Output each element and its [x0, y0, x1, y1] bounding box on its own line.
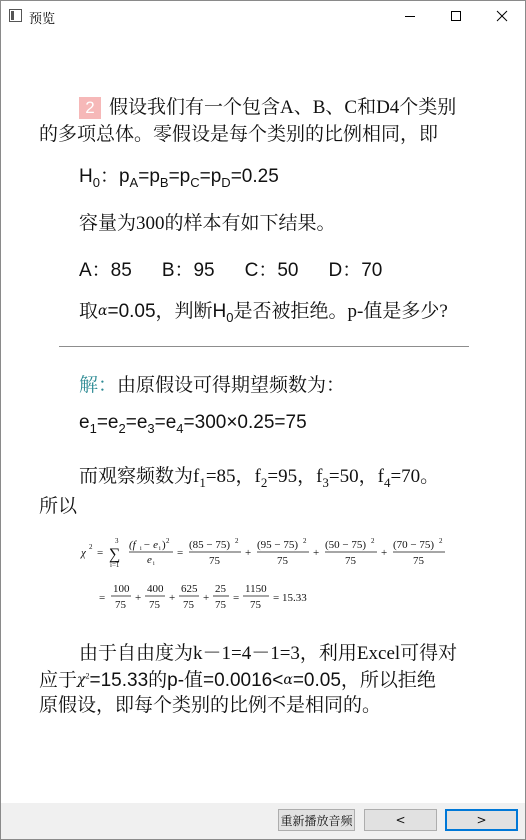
- section-divider: [59, 346, 469, 347]
- svg-text:2: 2: [439, 537, 443, 545]
- svg-text:75: 75: [115, 599, 126, 611]
- svg-text:(50 − 75): (50 − 75): [325, 539, 367, 551]
- svg-text:=: =: [233, 592, 240, 604]
- svg-text:1150: 1150: [245, 583, 267, 595]
- svg-text:i=1: i=1: [110, 561, 120, 569]
- svg-text:∑: ∑: [109, 546, 121, 563]
- svg-text:=: =: [99, 592, 106, 604]
- next-button[interactable]: >: [445, 809, 518, 831]
- window-title: 预览: [29, 12, 56, 27]
- svg-text:(85 − 75): (85 − 75): [189, 539, 231, 551]
- conclusion-line-1: 由于自由度为k－1=4－1=3，利用Excel可得对: [79, 643, 458, 664]
- svg-text:2: 2: [235, 537, 239, 545]
- svg-text:2: 2: [89, 543, 93, 551]
- question-line-2: 的多项总体。零假设是每个类别的比例相同，即: [39, 124, 439, 145]
- svg-text:+: +: [381, 547, 388, 559]
- svg-text:3: 3: [115, 537, 119, 545]
- close-button[interactable]: [479, 1, 525, 31]
- svg-text:(70 − 75): (70 − 75): [393, 539, 435, 551]
- question-ask: 取α=0.05，判断$H_0$是否被拒绝。p-值是多少?: [79, 301, 448, 325]
- maximize-icon: [450, 10, 462, 22]
- bottom-toolbar: [1, 803, 525, 839]
- expected-frequencies: $e_1=e_2=e_3=e_4=300\times 0.25=75$: [79, 412, 307, 436]
- prev-button[interactable]: <: [364, 809, 437, 831]
- svg-text:25: 25: [215, 583, 226, 595]
- svg-text:− e: − e: [143, 539, 159, 551]
- svg-text:625: 625: [181, 583, 198, 595]
- svg-text:i: i: [140, 546, 142, 552]
- svg-text:+: +: [245, 547, 252, 559]
- observed-frequencies: 而观察频数为$f_1=85$，$f_2=95$，$f_3=50$，$f_4=70$。: [79, 466, 440, 490]
- solution-intro: 解：由原假设可得期望频数为：: [79, 375, 346, 396]
- svg-text:2: 2: [303, 537, 307, 545]
- chi-square-formula: [73, 536, 463, 616]
- svg-text:(95 − 75): (95 − 75): [257, 539, 299, 551]
- svg-text:75: 75: [215, 599, 226, 611]
- svg-text:75: 75: [413, 555, 424, 567]
- svg-text:75: 75: [250, 599, 261, 611]
- svg-text:): ): [162, 539, 166, 551]
- replay-audio-button[interactable]: 重新播放音频: [278, 809, 355, 831]
- title-bar: [1, 1, 525, 31]
- minimize-icon: [404, 10, 416, 22]
- maximize-button[interactable]: [433, 1, 479, 31]
- svg-text:75: 75: [277, 555, 288, 567]
- svg-text:400: 400: [147, 583, 164, 595]
- sample-size-line: 容量为300的样本有如下结果。: [79, 213, 336, 234]
- close-icon: [496, 10, 508, 22]
- sample-results: A：85 B：95 C：50 D：70: [79, 260, 383, 281]
- svg-text:2: 2: [371, 537, 375, 545]
- svg-text:e: e: [147, 554, 152, 566]
- question-number-badge: 2: [79, 97, 101, 119]
- so-line: 所以: [39, 496, 78, 517]
- svg-text:χ: χ: [81, 547, 86, 559]
- content-area: [1, 31, 525, 801]
- svg-text:+: +: [169, 592, 176, 604]
- svg-text:2: 2: [166, 537, 170, 545]
- svg-text:=: =: [177, 547, 184, 559]
- conclusion-line-3: 原假设，即每个类别的比例不是相同的。: [39, 695, 382, 716]
- svg-text:= 15.33: = 15.33: [273, 592, 307, 604]
- svg-text:i: i: [153, 561, 155, 567]
- minimize-button[interactable]: [387, 1, 433, 31]
- svg-text:75: 75: [345, 555, 356, 567]
- svg-text:+: +: [313, 547, 320, 559]
- svg-text:+: +: [203, 592, 210, 604]
- svg-text:75: 75: [149, 599, 160, 611]
- svg-text:(f: (f: [129, 539, 136, 551]
- conclusion-line-2: 应于$\chi^2=15.33$的p-值=0.0016<α=0.05，所以拒绝: [39, 670, 436, 691]
- svg-text:=: =: [97, 547, 104, 559]
- svg-text:+: +: [135, 592, 142, 604]
- svg-text:i: i: [159, 546, 161, 552]
- svg-text:100: 100: [113, 583, 130, 595]
- svg-text:75: 75: [209, 555, 220, 567]
- solution-label: 解：: [79, 375, 118, 396]
- svg-text:75: 75: [183, 599, 194, 611]
- question-line-1: 2 假设我们有一个包含A、B、C和D4个类别: [79, 92, 456, 119]
- app-icon: [9, 9, 22, 22]
- null-hypothesis: $H_0$：$p_A=p_B=p_C=p_D=0.25$: [79, 166, 279, 190]
